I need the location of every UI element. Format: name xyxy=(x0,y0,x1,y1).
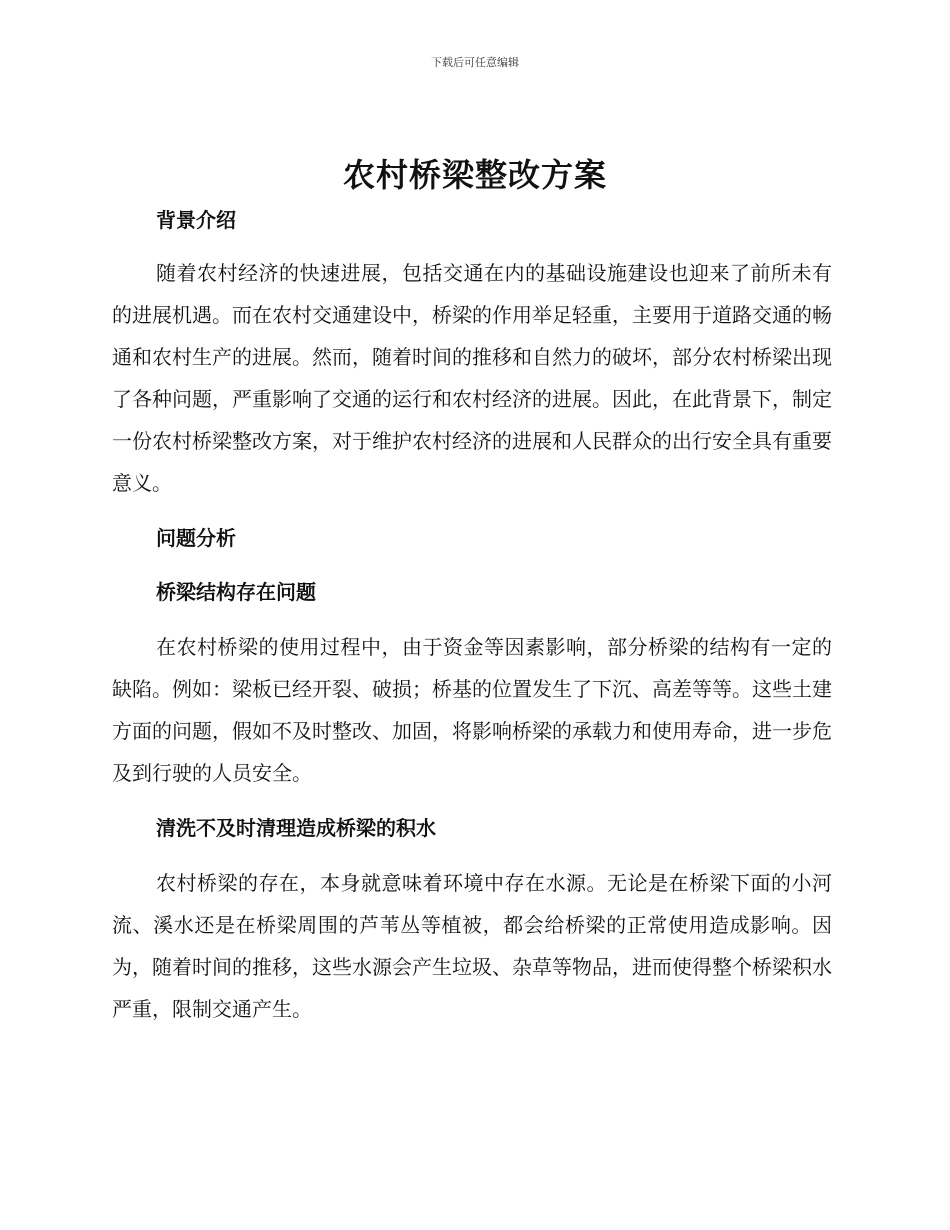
section-heading-structure: 桥梁结构存在问题 xyxy=(156,580,316,604)
header-note: 下载后可任意编辑 xyxy=(431,56,519,69)
section-heading-background: 背景介绍 xyxy=(156,208,236,232)
document-body xyxy=(112,200,832,1030)
document-title: 农村桥梁整改方案 xyxy=(342,156,607,194)
paragraph-background: 随着农村经济的快速进展，包括交通在内的基础设施建设也迎来了前所未有的进展机遇。而在农村交通建设中，桥梁的作用举足轻重，主要用于道路交通的畅通和农村生产的进展。然而，随着时间的推移和自然力的破坏，部分农村桥梁出现了各种问题，严重影响了交通的运行和农村经济的进展。因此，在此背景下，制定一份农村桥梁整改方案，对于维护农村经济的进展和人民群众的出行安全具有重要意义。 xyxy=(112,261,832,495)
section-heading-water: 清洗不及时清理造成桥梁的积水 xyxy=(156,816,436,840)
paragraph-structure: 在农村桥梁的使用过程中，由于资金等因素影响，部分桥梁的结构有一定的缺陷。例如：梁板已经开裂、破损；桥基的位置发生了下沉、高差等等。这些土建方面的问题，假如不及时整改、加固，将影响桥梁的承载力和使用寿命，进一步危及到行驶的人员安全。 xyxy=(112,635,832,785)
section-heading-analysis: 问题分析 xyxy=(156,526,236,550)
paragraph-water: 农村桥梁的存在，本身就意味着环境中存在水源。无论是在桥梁下面的小河流、溪水还是在桥梁周围的芦苇丛等植被，都会给桥梁的正常使用造成影响。因为，随着时间的推移，这些水源会产生垃圾、杂草等物品，进而使得整个桥梁积水严重，限制交通产生。 xyxy=(112,871,832,1021)
